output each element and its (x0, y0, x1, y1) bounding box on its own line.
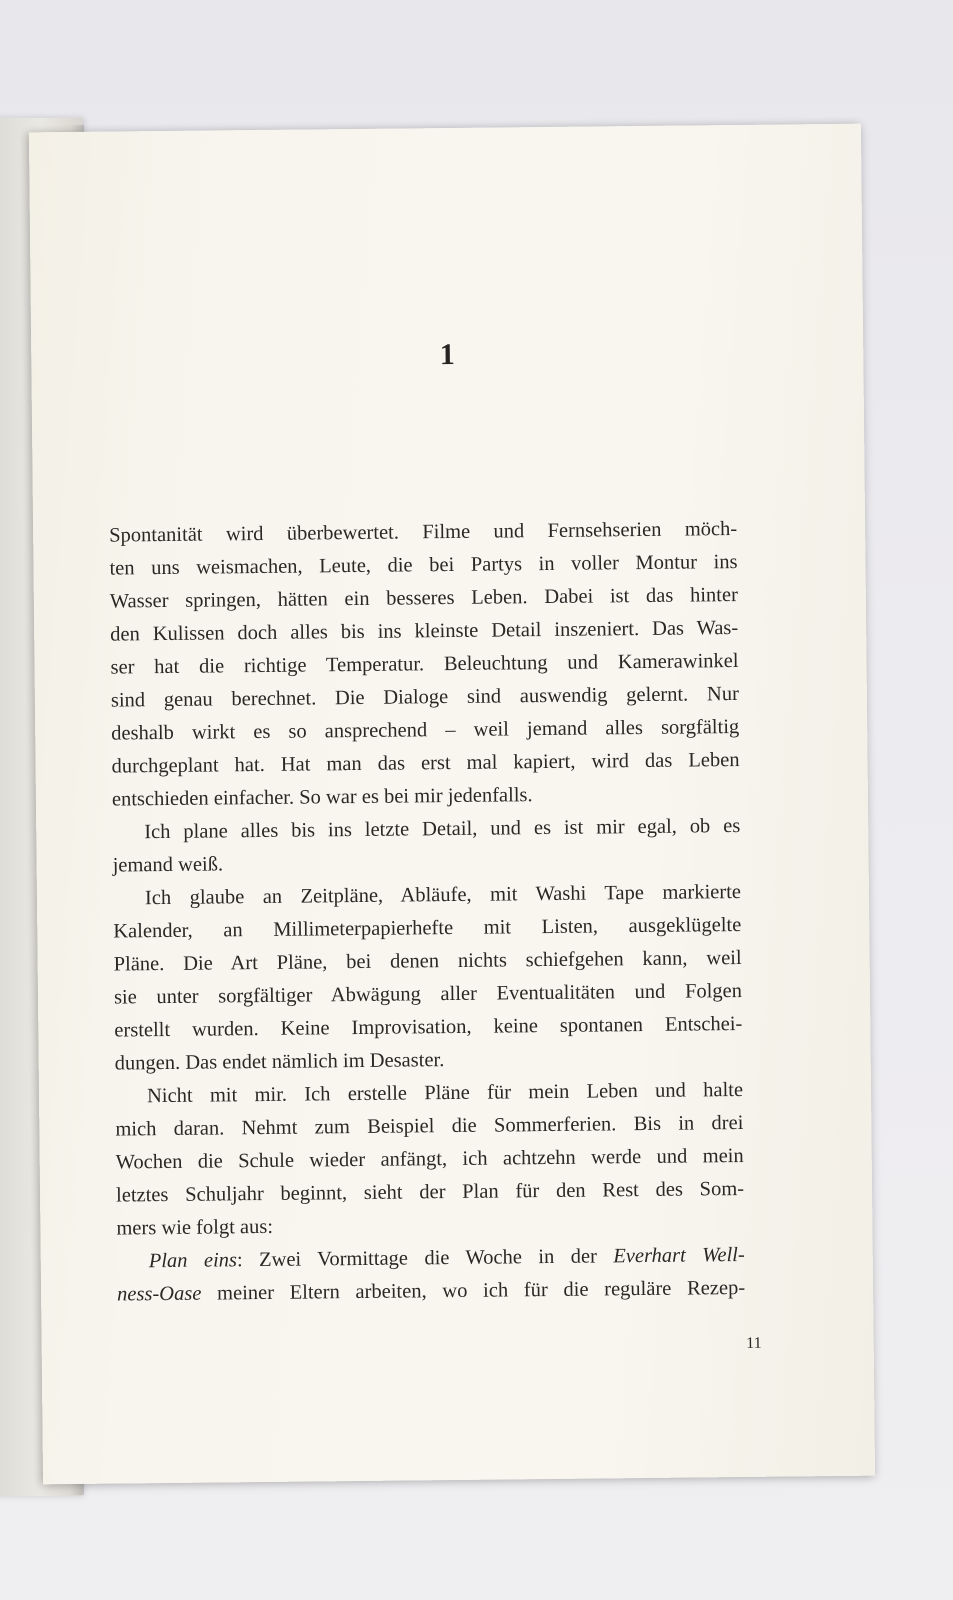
place-name: ness-Oase (117, 1282, 202, 1306)
text-line: erstellt wurden. Keine Improvisation, keine spontanen Entschei- (114, 1012, 743, 1042)
text-line: ser hat die richtige Temperatur. Beleuchtung und Kamerawinkel (110, 649, 739, 679)
text-line: Kalender, an Millimeterpapierhefte mit Listen, ausgeklügelte (113, 913, 742, 943)
chapter-number: 1 (439, 337, 455, 372)
text-line: letztes Schuljahr beginnt, sieht der Plan für den Rest des Som- (115, 1177, 745, 1207)
text-line: ten uns weismachen, Leute, die bei Partys in voller Montur ins (109, 550, 738, 580)
plan-text: meiner Eltern arbeiten, wo ich für die reguläre Rezep- (201, 1276, 746, 1305)
text-line: Pläne. Die Art Pläne, bei denen nichts schiefgehen kann, weil (113, 946, 742, 976)
text-line: deshalb wirkt es so ansprechend – weil jemand alles sorgfältig (111, 715, 740, 745)
text-line: dungen. Das endet nämlich im Desaster. (114, 1049, 445, 1075)
text-line: mers wie folgt aus: (116, 1215, 274, 1240)
text-line: Ich plane alles bis ins letzte Detail, und es ist mir egal, ob es (144, 814, 741, 844)
text-line: den Kulissen doch alles bis ins kleinste Detail inszeniert. Das Was- (110, 616, 739, 646)
text-line: entschieden einfacher. So war es bei mir jedenfalls. (111, 784, 533, 811)
text-line: durchgeplant hat. Hat man das erst mal kapiert, wird das Leben (111, 748, 740, 778)
plan-label: Plan eins (148, 1249, 238, 1273)
text-line: sind genau berechnet. Die Dialoge sind auswendig gelernt. Nur (110, 682, 739, 712)
text-line: Ich glaube an Zeitpläne, Abläufe, mit Washi Tape markierte (144, 880, 742, 910)
text-line: Wasser springen, hätten ein besseres Leben. Dabei ist das hinter (109, 583, 738, 613)
text-line: mich daran. Nehmt zum Beispiel die Sommerferien. Bis in drei (115, 1111, 744, 1141)
plan-text: : Zwei Vormittage die Woche in der (236, 1245, 614, 1272)
text-line (117, 1272, 745, 1312)
text-line: sie unter sorgfältiger Abwägung aller Eventualitäten und Folgen (113, 979, 743, 1009)
body-text (109, 513, 745, 1312)
text-line: Wochen die Schule wieder anfängt, ich achtzehn werde und mein (115, 1144, 744, 1174)
text-line: Spontanität wird überbewertet. Filme und Fernsehserien möch- (109, 517, 738, 547)
place-name: Everhart Well- (613, 1243, 745, 1268)
book-page (29, 124, 875, 1485)
text-line: Nicht mit mir. Ich erstelle Pläne für mein Leben und halte (146, 1078, 744, 1108)
text-line: jemand weiß. (112, 853, 224, 877)
page-number: 11 (746, 1334, 762, 1352)
